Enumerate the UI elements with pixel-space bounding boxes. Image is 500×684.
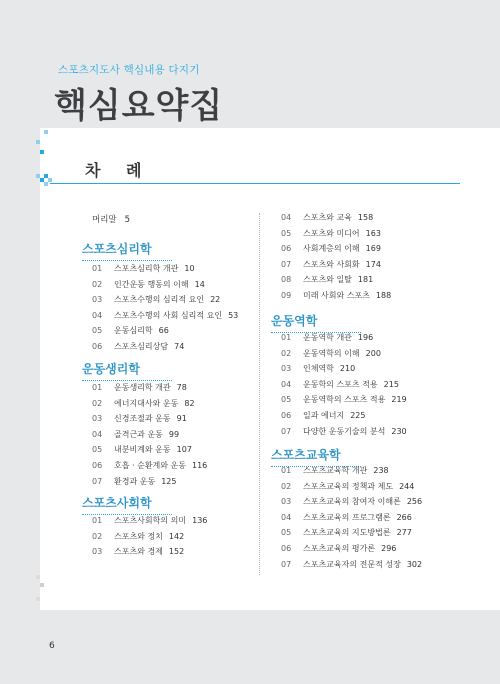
entry-label: 운동역학의 스포츠 적용 <box>303 395 386 405</box>
toc-entry[interactable] <box>281 466 389 476</box>
entry-label: 에너지대사와 운동 <box>114 398 179 408</box>
entry-number: 04 <box>281 213 292 222</box>
entry-number: 02 <box>281 348 292 358</box>
toc-entry[interactable] <box>92 477 176 487</box>
entry-label: 미래 사회와 스포츠 <box>303 291 370 300</box>
entry-number: 05 <box>92 445 103 455</box>
entry-page: 200 <box>365 348 381 358</box>
entry-number: 02 <box>281 481 292 491</box>
entry-number: 05 <box>281 528 292 538</box>
toc-entry[interactable] <box>281 528 412 538</box>
preface-label: 머리말 <box>92 215 117 225</box>
entry-page: 188 <box>375 291 392 300</box>
entry-number: 01 <box>92 383 103 392</box>
entry-number: 03 <box>92 414 103 424</box>
entry-label: 신경조절과 운동 <box>114 414 171 424</box>
section-heading[interactable]: 운동역학 <box>271 314 318 328</box>
entry-page: 82 <box>184 398 195 408</box>
toc-entry[interactable] <box>281 513 412 523</box>
toc-entry[interactable] <box>92 342 184 352</box>
entry-number: 03 <box>281 364 292 374</box>
entry-page: 244 <box>399 481 415 491</box>
section-heading[interactable]: 스포츠사회학 <box>82 496 152 510</box>
entry-number: 07 <box>92 476 103 486</box>
entry-number: 03 <box>92 295 103 305</box>
entry-page: 78 <box>176 383 187 392</box>
entry-number: 06 <box>92 342 103 351</box>
entry-label: 일과 에너지 <box>303 411 345 420</box>
entry-page: 116 <box>192 461 208 470</box>
entry-page: 10 <box>184 264 195 273</box>
toc-entry[interactable] <box>92 445 192 455</box>
entry-number: 01 <box>281 466 292 475</box>
entry-page: 152 <box>168 547 185 557</box>
entry-label: 다양한 운동기술의 분석 <box>303 426 386 436</box>
entry-label: 스포츠심리상담 <box>114 342 169 351</box>
section-heading[interactable]: 스포츠교육학 <box>271 448 341 462</box>
entry-number: 04 <box>281 379 292 389</box>
preface-entry[interactable] <box>92 213 130 225</box>
entry-page: 225 <box>350 411 366 420</box>
toc-entry[interactable] <box>92 383 187 393</box>
entry-label: 스포츠교육의 지도방법론 <box>303 528 391 538</box>
entry-number: 01 <box>92 516 103 525</box>
toc-entry[interactable] <box>281 349 381 359</box>
entry-page: 196 <box>357 333 374 342</box>
entry-number: 01 <box>281 333 292 342</box>
entry-label: 스포츠교육자의 전문적 성장 <box>303 559 401 569</box>
entry-label: 운동생리학 개관 <box>114 383 171 392</box>
entry-page: 74 <box>174 342 185 351</box>
column-divider <box>259 213 260 575</box>
entry-page: 22 <box>210 295 221 305</box>
entry-number: 07 <box>281 559 292 569</box>
toc-entry[interactable] <box>281 427 407 437</box>
entry-page: 136 <box>192 516 208 525</box>
entry-page: 238 <box>373 466 389 475</box>
toc-entry[interactable] <box>281 229 381 239</box>
entry-label: 운동심리학 <box>114 326 153 336</box>
entry-label: 스포츠수행의 심리적 요인 <box>114 295 205 305</box>
entry-label: 호흡 · 순환계와 운동 <box>114 461 186 470</box>
entry-page: 256 <box>406 497 423 507</box>
entry-number: 06 <box>281 411 292 420</box>
toc-entry[interactable] <box>92 532 184 542</box>
toc-entry[interactable] <box>281 482 414 492</box>
toc-entry[interactable] <box>281 411 365 421</box>
toc-entry[interactable] <box>281 560 422 570</box>
entry-page: 181 <box>357 275 374 285</box>
toc-entry[interactable] <box>92 547 184 557</box>
toc-entry[interactable] <box>281 291 391 301</box>
toc-entry[interactable] <box>92 414 187 424</box>
entry-number: 05 <box>92 326 103 336</box>
toc-entry[interactable] <box>92 311 238 321</box>
toc-entry[interactable] <box>281 260 381 270</box>
entry-page: 158 <box>357 213 374 222</box>
entry-number: 07 <box>281 259 292 269</box>
entry-page: 266 <box>396 512 412 522</box>
toc-entry[interactable] <box>281 333 373 343</box>
entry-page: 302 <box>406 559 423 569</box>
entry-label: 운동역학 개관 <box>303 333 352 342</box>
entry-label: 사회계층의 이해 <box>303 244 360 254</box>
entry-page: 163 <box>365 228 381 238</box>
entry-number: 05 <box>281 395 292 405</box>
entry-label: 스포츠교육의 정책과 제도 <box>303 481 394 491</box>
entry-page: 174 <box>365 259 381 269</box>
entry-label: 스포츠교육의 참여자 이해론 <box>303 497 401 507</box>
entry-number: 08 <box>281 275 292 285</box>
entry-label: 스포츠수행의 사회 심리적 요인 <box>114 310 223 320</box>
entry-page: 277 <box>396 528 412 538</box>
entry-label: 내분비계와 운동 <box>114 445 171 455</box>
entry-label: 스포츠와 미디어 <box>303 228 360 238</box>
entry-number: 03 <box>281 497 292 507</box>
entry-page: 53 <box>228 310 239 320</box>
toc-entry[interactable] <box>92 516 207 526</box>
entry-number: 07 <box>281 426 292 436</box>
entry-page: 296 <box>381 544 397 553</box>
entry-number: 04 <box>92 310 103 320</box>
entry-number: 04 <box>281 512 292 522</box>
entry-page: 230 <box>391 426 407 436</box>
entry-page: 169 <box>365 244 381 254</box>
entry-label: 스포츠심리학 개관 <box>114 264 179 273</box>
entry-number: 09 <box>281 291 292 300</box>
section-heading[interactable]: 운동생리학 <box>82 362 140 376</box>
entry-number: 02 <box>92 531 103 541</box>
entry-label: 인체역학 <box>303 364 334 374</box>
entry-label: 환경과 운동 <box>114 476 156 486</box>
toc-entry[interactable] <box>92 430 179 440</box>
toc-title-rule <box>50 183 460 184</box>
entry-page: 215 <box>383 379 399 389</box>
toc-entry[interactable] <box>92 280 205 290</box>
entry-page: 210 <box>339 364 356 374</box>
entry-label: 스포츠교육의 프로그램론 <box>303 512 391 522</box>
book-subtitle: 스포츠지도사 핵심내용 다지기 <box>58 64 200 76</box>
entry-label: 골격근과 운동 <box>114 429 163 439</box>
toc-entry[interactable] <box>281 213 373 223</box>
entry-page: 142 <box>168 531 185 541</box>
toc-entry[interactable] <box>281 364 355 374</box>
entry-page: 91 <box>176 414 187 424</box>
toc-entry[interactable] <box>281 497 422 507</box>
entry-number: 06 <box>281 244 292 254</box>
entry-page: 219 <box>391 395 407 405</box>
entry-label: 스포츠교육의 평가론 <box>303 544 376 553</box>
entry-number: 04 <box>92 429 103 439</box>
entry-number: 05 <box>281 228 292 238</box>
entry-label: 스포츠사회학의 의미 <box>114 516 187 525</box>
toc-entry[interactable] <box>281 544 396 554</box>
entry-label: 운동역학의 이해 <box>303 348 360 358</box>
entry-number: 02 <box>92 398 103 408</box>
entry-label: 인간운동 행동의 이해 <box>114 279 189 289</box>
entry-page: 14 <box>194 279 205 289</box>
preface-page: 5 <box>124 215 131 225</box>
toc-entry[interactable] <box>92 399 195 409</box>
entry-label: 스포츠와 경제 <box>114 547 163 557</box>
toc-entry[interactable] <box>92 295 220 305</box>
page-number: 6 <box>49 641 55 651</box>
entry-label: 스포츠와 일탈 <box>303 275 352 285</box>
entry-page: 99 <box>168 429 180 439</box>
section-heading[interactable]: 스포츠심리학 <box>82 242 152 256</box>
entry-page: 125 <box>161 476 177 486</box>
entry-number: 01 <box>92 264 103 273</box>
toc-entry[interactable] <box>92 264 195 274</box>
entry-label: 스포츠와 사회화 <box>303 259 360 269</box>
entry-number: 03 <box>92 547 103 557</box>
toc-entry[interactable] <box>281 395 407 405</box>
toc-entry[interactable] <box>281 380 399 390</box>
book-title: 핵심요약집 <box>54 86 224 126</box>
toc-entry[interactable] <box>92 461 207 471</box>
entry-number: 06 <box>92 461 103 470</box>
toc-entry[interactable] <box>281 244 381 254</box>
entry-label: 운동학의 스포츠 적용 <box>303 379 378 389</box>
entry-page: 107 <box>176 445 192 455</box>
entry-page: 66 <box>158 326 169 336</box>
entry-number: 06 <box>281 544 292 553</box>
entry-number: 02 <box>92 279 103 289</box>
toc-entry[interactable] <box>281 275 373 285</box>
entry-label: 스포츠교육학 개관 <box>303 466 368 475</box>
entry-label: 스포츠와 교육 <box>303 213 352 222</box>
toc-title: 차 례 <box>85 161 152 180</box>
entry-label: 스포츠와 정치 <box>114 531 163 541</box>
toc-entry[interactable] <box>92 326 169 336</box>
